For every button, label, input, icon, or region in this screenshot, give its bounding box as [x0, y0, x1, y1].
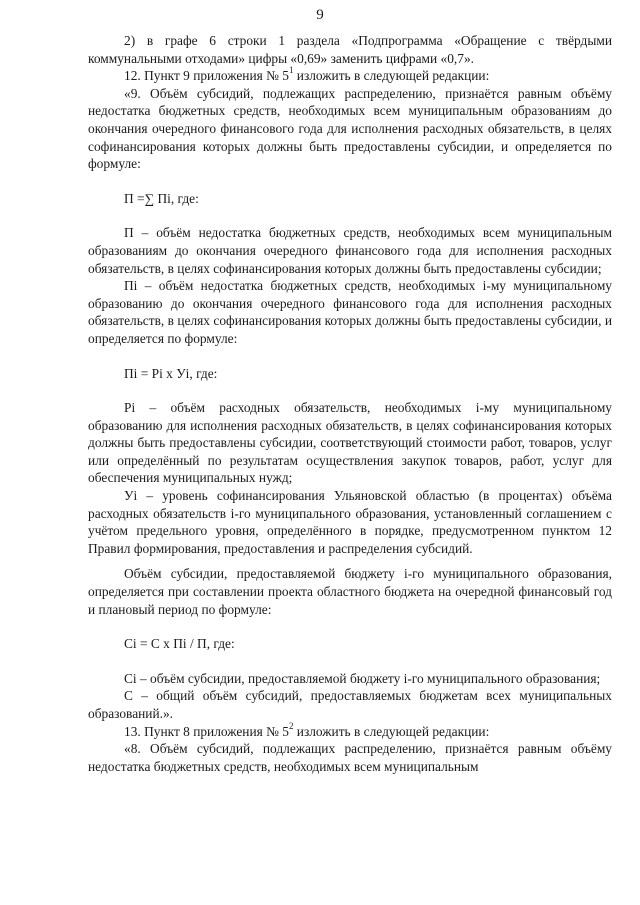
- paragraph-definition-ci: Сi – объём субсидии, предоставляемой бюджету i-го муниципального образования;: [124, 670, 601, 686]
- item-12-text: 12. Пункт 9 приложения № 5: [124, 68, 289, 84]
- page-bottom-edge: [0, 899, 640, 905]
- paragraph-definition-pi: Пi – объём недостатка бюджетных средств, необходимых i-му муниципальному образованию до окончания очередного финансового года для исполнения расходных обязательств, в целях софинансирования которых должны быть предоставлены субсидии, и определяется по формуле:: [88, 278, 612, 346]
- paragraph-definition-c: С – общий объём субсидий, предоставляемых бюджетам всех муниципальных образований.».: [88, 688, 612, 721]
- formula-municipal-deficit: Пi = Рi х Уi, где:: [124, 365, 218, 381]
- paragraph-amendment-2: 2) в графе 6 строки 1 раздела «Подпрограмма «Обращение с твёрдыми коммунальными отходами» цифры «0,69» заменить цифрами «0,7».: [88, 33, 612, 66]
- item-13-superscript: 2: [288, 720, 294, 731]
- paragraph-definition-ri: Рi – объём расходных обязательств, необходимых i-му муниципальному образованию для исполнения расходных обязательств, в целях софинансирования которых должны быть предоставлены субсидии, соответствующий стоимости работ, товаров, услуг или определённый по результатам осуществления закупок товаров, работ, услуг для обеспечения муниципальных нужд;: [88, 400, 612, 486]
- paragraph-item-13: [88, 720, 612, 741]
- item-13-text-end: изложить в следующей редакции:: [293, 723, 490, 739]
- document-body: [88, 32, 612, 775]
- item-12-superscript: 1: [288, 65, 294, 76]
- paragraph-definition-p: П – объём недостатка бюджетных средств, необходимых всем муниципальным образованиям до окончания очередного финансового года для исполнения расходных обязательств, в целях софинансирования которых должны быть предоставлены субсидии;: [88, 225, 612, 276]
- paragraph-definition-ui: Уi – уровень софинансирования Ульяновской областью (в процентах) объёма расходных обязательств i-го муниципального образования, установленный соглашением с учётом предельного уровня, определённого в порядке, предусмотренном пунктом 12 Правил формирования, предоставления и распределения субсидий.: [88, 488, 612, 556]
- paragraph-item-12: [88, 67, 612, 85]
- paragraph-point-8: «8. Объём субсидий, подлежащих распределению, признаётся равным объёму недостатка бюджетных средств, необходимых всем муниципальным: [88, 741, 612, 774]
- formula-subsidy: Сi = С х Пi / П, где:: [124, 636, 235, 652]
- item-12-text-end: изложить в следующей редакции:: [293, 68, 490, 84]
- item-13-text: 13. Пункт 8 приложения № 5: [124, 723, 289, 739]
- formula-total-deficit: П =∑ Пi, где:: [124, 190, 199, 206]
- paragraph-subsidy-volume: Объём субсидии, предоставляемой бюджету i-го муниципального образования, определяется при составлении проекта областного бюджета на очередной финансовый год и плановый период по формуле:: [88, 566, 612, 617]
- page-number: 9: [316, 7, 324, 23]
- paragraph-point-9: «9. Объём субсидий, подлежащих распределению, признаётся равным объёму недостатка бюджетных средств, необходимых всем муниципальным образованиям до окончания очередного финансового года для исполнения расходных обязательств, в целях софинансирования которых должны быть предоставлены субсидии, и определяется по формуле:: [88, 85, 612, 172]
